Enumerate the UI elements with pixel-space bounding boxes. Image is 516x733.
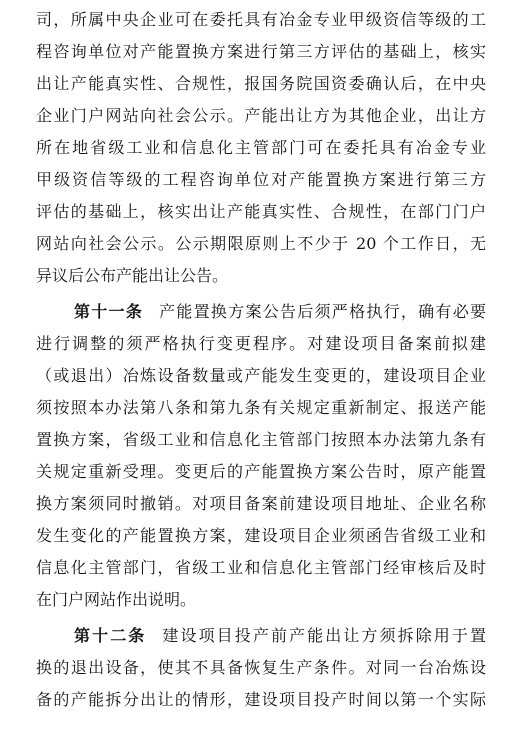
text-line: 程咨询单位对产能置换方案进行第三方评估的基础上，核实 [36, 42, 486, 61]
article-heading: 第十二条 [74, 626, 147, 645]
text-line: 建设项目投产前产能出让方须拆除用于置 [162, 626, 486, 645]
text-line: 在门户网站作出说明。 [36, 590, 197, 609]
text-line: 信息化主管部门，省级工业和信息化主管部门经审核后及时 [36, 558, 486, 577]
text-line: （或退出）冶炼设备数量或产能发生变更的，建设项目企业 [36, 366, 486, 385]
text-line: 异议后公布产能出让公告。 [36, 266, 229, 285]
text-line: 企业门户网站向社会公示。产能出让方为其他企业，出让方 [36, 106, 486, 125]
text-line: 进行调整的须严格执行变更程序。对建设项目备案前拟建 [36, 334, 486, 353]
text-line: 须按照本办法第八条和第九条有关规定重新制定、报送产能 [36, 398, 486, 417]
text-line: 发生变化的产能置换方案，建设项目企业须函告省级工业和 [36, 526, 486, 545]
text-line: 换方案须同时撤销。对项目备案前建设项目地址、企业名称 [36, 494, 486, 513]
text-line: 评估的基础上，核实出让产能真实性、合规性，在部门门户 [36, 202, 486, 221]
text-line: 司，所属中央企业可在委托具有冶金专业甲级资信等级的工 [36, 10, 486, 29]
text-line: 出让产能真实性、合规性，报国务院国资委确认后，在中央 [36, 74, 486, 93]
text-line: 关规定重新受理。变更后的产能置换方案公告时，原产能置 [36, 462, 486, 481]
text-line: 产能置换方案公告后须严格执行，确有必要 [159, 302, 486, 321]
text-line: 换的退出设备，使其不具备恢复生产条件。对同一台冶炼设 [36, 658, 486, 677]
text-line: 网站向社会公示。公示期限原则上不少于 20 个工作日，无 [36, 234, 486, 253]
article-twelve-first-line [74, 624, 486, 648]
article-eleven-first-line [74, 300, 486, 324]
text-line: 甲级资信等级的工程咨询单位对产能置换方案进行第三方 [36, 170, 486, 189]
text-line: 置换方案，省级工业和信息化主管部门按照本办法第九条有 [36, 430, 486, 449]
text-line: 所在地省级工业和信息化主管部门可在委托具有冶金专业 [36, 138, 486, 157]
article-heading: 第十一条 [74, 302, 144, 321]
text-line: 备的产能拆分出让的情形，建设项目投产时间以第一个实际 [36, 690, 486, 709]
